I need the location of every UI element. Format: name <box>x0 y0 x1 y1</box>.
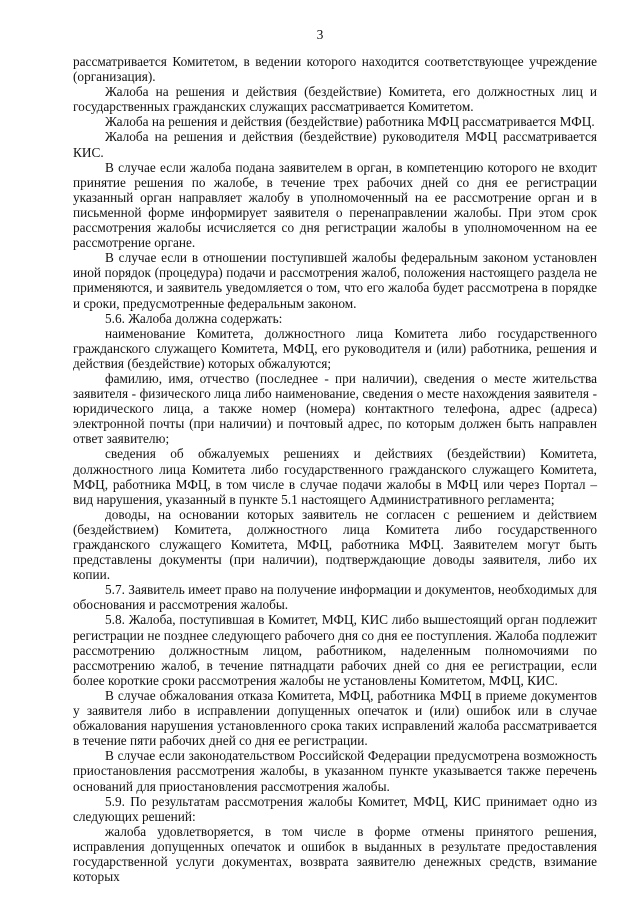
paragraph: 5.8. Жалоба, поступившая в Комитет, МФЦ, КИС либо вышестоящий орган подлежит регистрации не позднее следующего рабочего дня со дня ее поступления. Жалоба подлежит рассмотрению должностным лицом, работником, наделенным полномочиями по рассмотрению жалоб, в течение пятнадцати рабочих дней со дня ее регистрации, если более короткие сроки рассмотрения жалобы не установлены Комитетом, МФЦ, КИС. <box>73 612 597 688</box>
page-number: 3 <box>316 27 324 42</box>
paragraph: Жалоба на решения и действия (бездействие) Комитета, его должностных лиц и государственных гражданских служащих рассматривается Комитетом. <box>73 84 597 115</box>
paragraph: 5.6. Жалоба должна содержать: <box>105 310 283 326</box>
document-body <box>73 54 597 884</box>
paragraph: 5.9. По результатам рассмотрения жалобы Комитет, МФЦ, КИС принимает одно из следующих решений: <box>73 793 597 824</box>
paragraph: Жалоба на решения и действия (бездействие) руководителя МФЦ рассматривается КИС. <box>73 129 597 160</box>
paragraph: В случае если в отношении поступившей жалобы федеральным законом установлен иной порядок (процедура) подачи и рассмотрения жалоб, положения настоящего раздела не применяются, и заявитель уведомляется о том, что его жалоба будет рассмотрена в порядке и сроки, предусмотренные федеральным законом. <box>73 250 597 311</box>
paragraph: 5.7. Заявитель имеет право на получение информации и документов, необходимых для обоснования и рассмотрения жалобы. <box>73 582 597 613</box>
paragraph: наименование Комитета, должностного лица Комитета либо государственного гражданского служащего Комитета, МФЦ, его руководителя и (или) работника, решения и действия (бездействие) которых обжалуются; <box>73 325 597 371</box>
paragraph: сведения об обжалуемых решениях и действиях (бездействии) Комитета, должностного лица Комитета либо государственного гражданского служащего Комитета, МФЦ, работника МФЦ, в том числе в случае подачи жалобы в МФЦ или через Портал – вид нарушения, указанный в пункте 5.1 настоящего Административного регламента; <box>73 446 597 507</box>
paragraph: доводы, на основании которых заявитель не согласен с решением и действием (бездействием) Комитета, должностного лица Комитета либо государственного гражданского служащего Комитета, МФЦ, работника МФЦ. Заявителем могут быть представлены документы (при наличии), подтверждающие доводы заявителя, либо их копии. <box>73 506 597 583</box>
paragraph: В случае если жалоба подана заявителем в орган, в компетенцию которого не входит принятие решения по жалобе, в течение трех рабочих дней со дня ее регистрации указанный орган направляет жалобу в уполномоченный на ее рассмотрение орган и в письменной форме информирует заявителя о перенаправлении жалобы. При этом срок рассмотрения жалобы исчисляется со дня регистрации жалобы в уполномоченном на ее рассмотрение органе. <box>73 159 597 251</box>
paragraph: жалоба удовлетворяется, в том числе в форме отмены принятого решения, исправления допущенных опечаток и ошибок в выданных в результате предоставления государственной услуги документах, возврата заявителю денежных средств, взимание которых <box>73 823 597 885</box>
paragraph: фамилию, имя, отчество (последнее - при наличии), сведения о месте жительства заявителя - физического лица либо наименование, сведения о месте нахождения заявителя - юридического лица, а также номер (номера) контактного телефона, адрес (адреса) электронной почты (при наличии) и почтовый адрес, по которым должен быть направлен ответ заявителю; <box>73 370 597 447</box>
paragraph: В случае если законодательством Российской Федерации предусмотрена возможность приостановления рассмотрения жалобы, в указанном пункте указывается также перечень оснований для приостановления рассмотрения жалобы. <box>73 748 597 794</box>
paragraph: рассматривается Комитетом, в ведении которого находится соответствующее учреждение (организация). <box>73 54 597 85</box>
paragraph: Жалоба на решения и действия (бездействие) работника МФЦ рассматривается МФЦ. <box>105 114 595 130</box>
paragraph: В случае обжалования отказа Комитета, МФЦ, работника МФЦ в приеме документов у заявителя либо в исправлении допущенных опечаток и (или) ошибок или в случае обжалования нарушения установленного срока таких исправлений жалоба рассматривается в течение пяти рабочих дней со дня ее регистрации. <box>73 687 597 749</box>
